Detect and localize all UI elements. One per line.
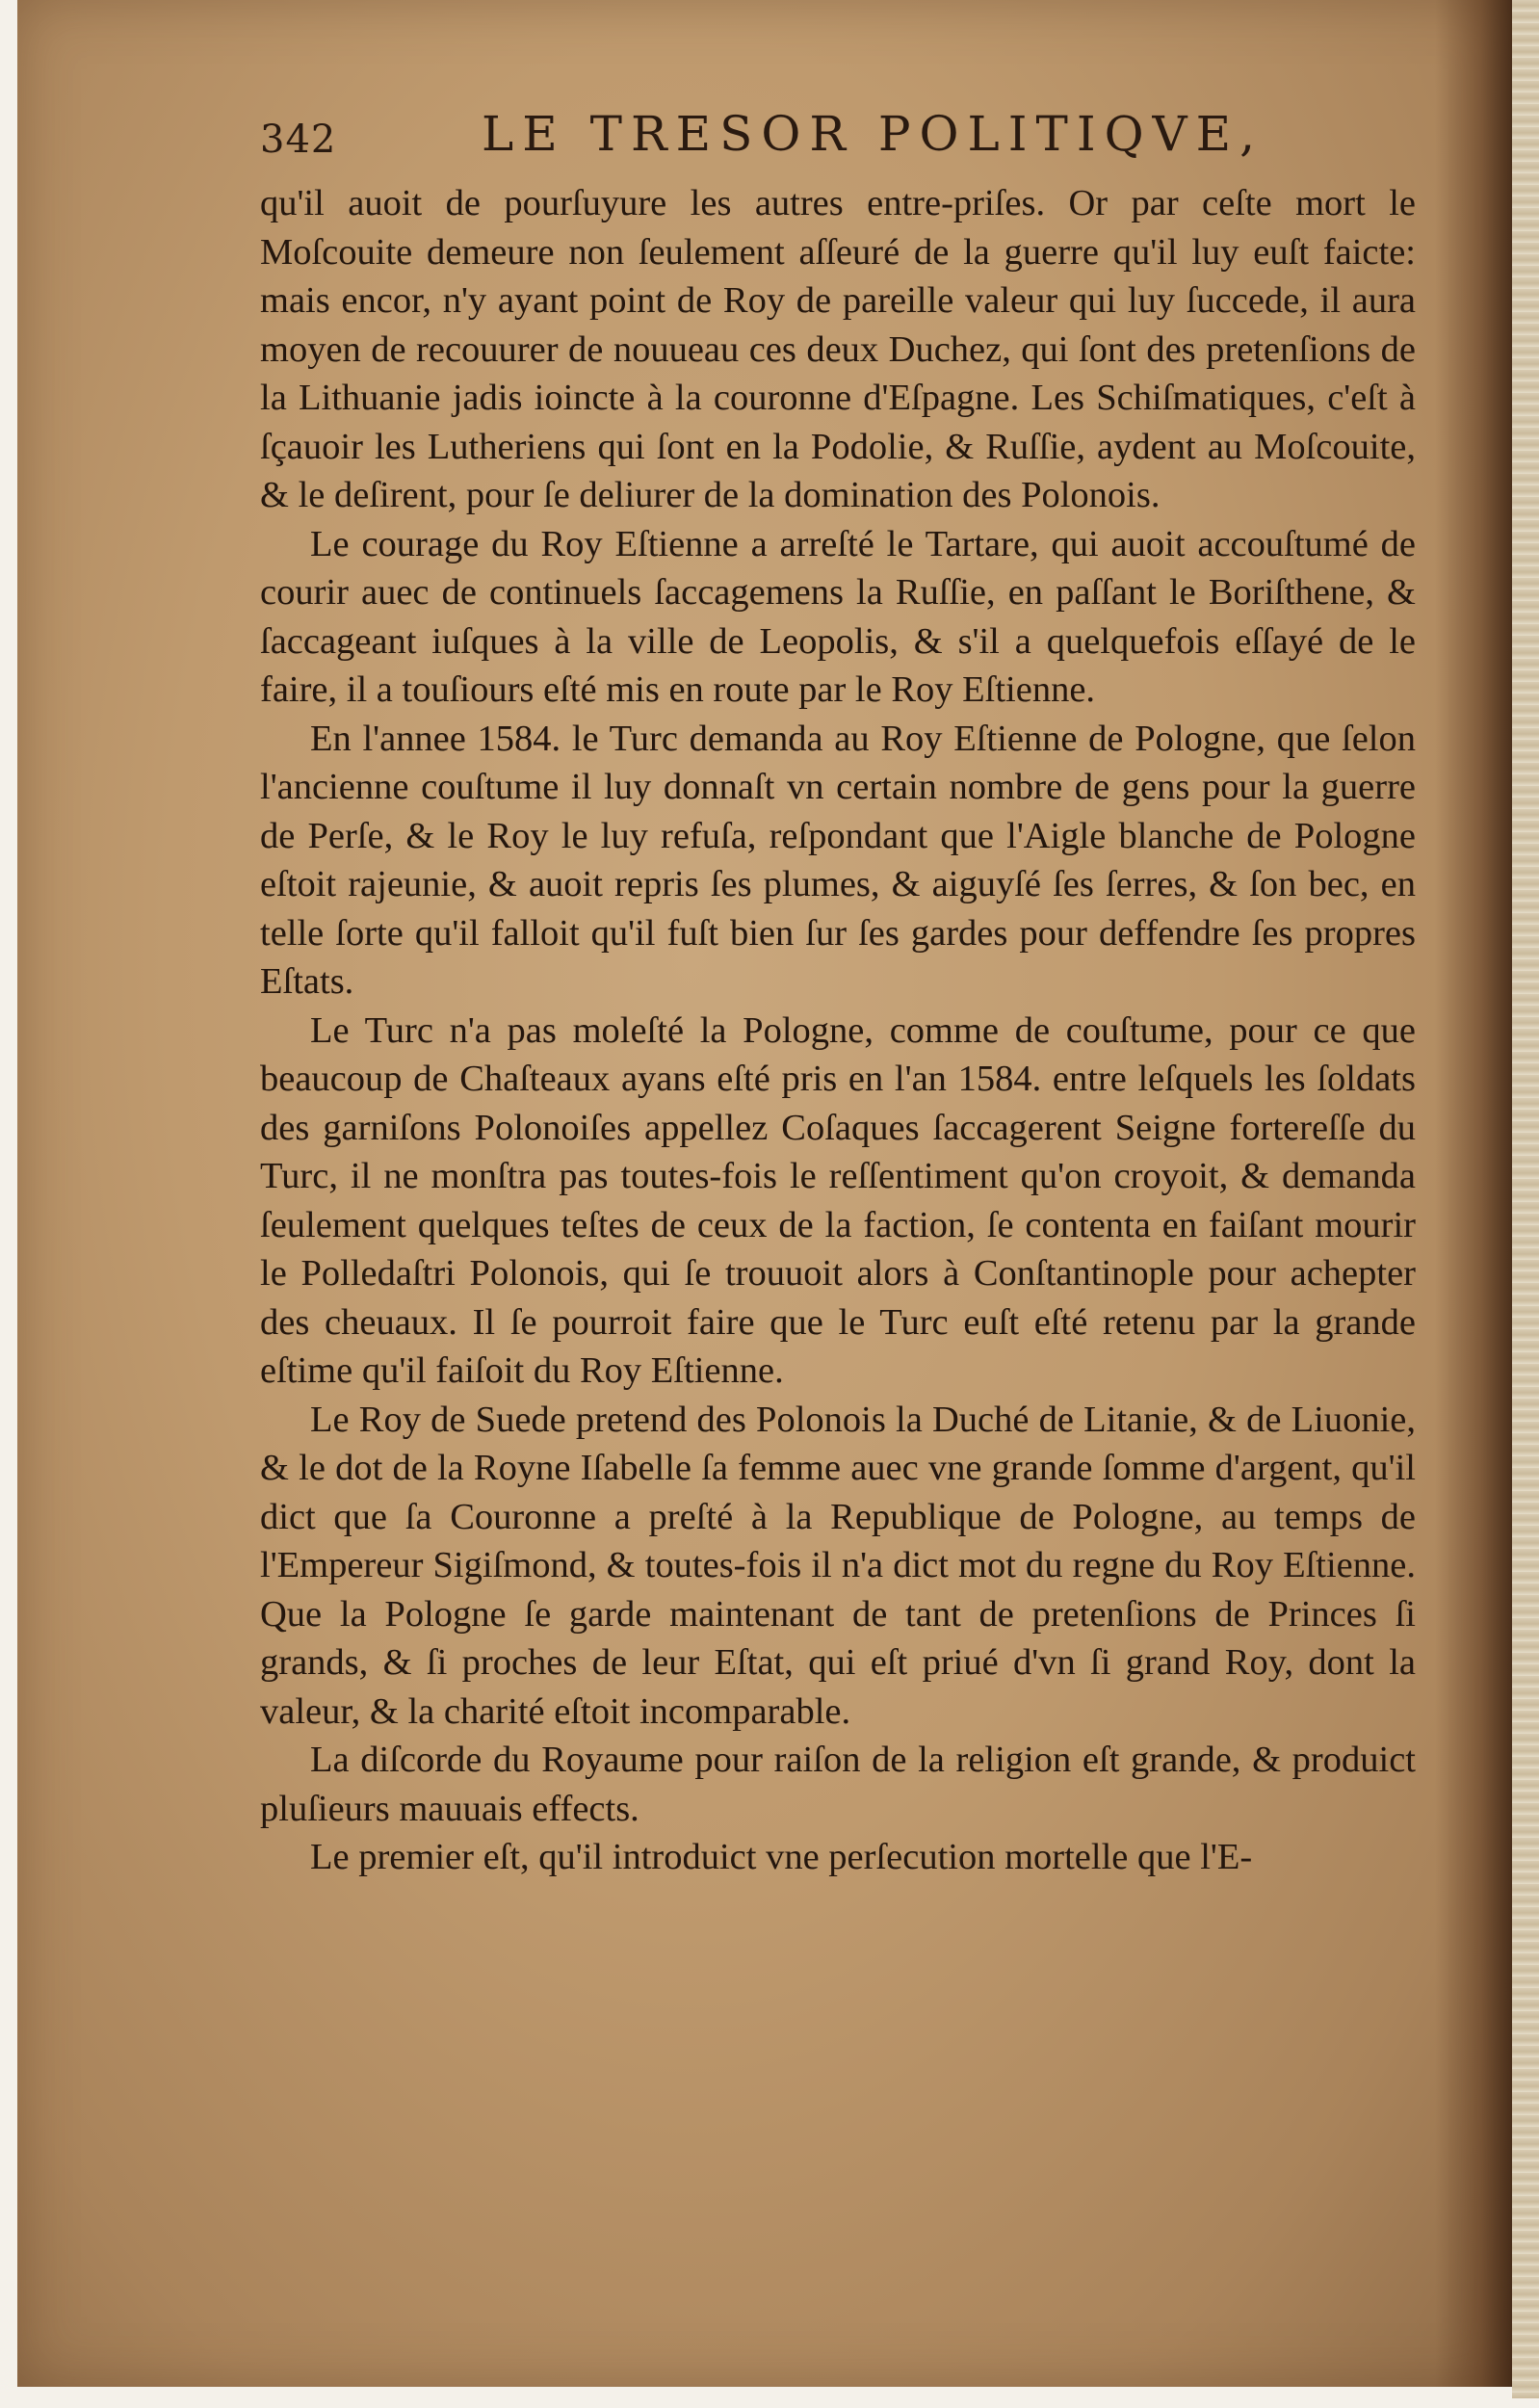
running-head xyxy=(260,106,1445,173)
page-number: 342 xyxy=(260,118,337,162)
paragraph: Le Roy de Suede pretend des Polonois la Duché de Litanie, & de Liuonie, & le dot de la Royne Iſabelle ſa femme auec vne grande ſomme d'argent, qu'il dict que ſa Couronne a preſté à la Republique de Pologne, au temps de l'Empereur Sigiſmond, & toutes-fois il n'a dict mot du regne du Roy Eſtienne. Que la Pologne ſe garde maintenant de tant de pretenſions de Princes ſi grands, & ſi proches de leur Eſtat, qui eſt priué d'vn ſi grand Roy, dont la valeur, & la charité eſtoit incomparable. xyxy=(260,1399,1416,1732)
paragraph: Le courage du Roy Eſtienne a arreſté le Tartare, qui auoit accouſtumé de courir auec de continuels ſaccagemens la Ruſſie, en paſſant le Boriſthene, & ſaccageant iuſques à la ville de Leopolis, & s'il a quelquefois eſſayé de le faire, il a touſiours eſté mis en route par le Roy Eſtienne. xyxy=(260,523,1416,710)
paragraph-continued: qu'il auoit de pourſuyure les autres entre-priſes. Or par ceſte mort le Moſcouite demeure non ſeulement aſſeuré de la guerre qu'il luy euſt faicte: mais encor, n'y ayant point de Roy de pareille valeur qui luy ſuccede, il aura moyen de recouurer de nouueau ces deux Duchez, qui ſont des pretenſions de la Lithuanie jadis ioincte à la couronne d'Eſpagne. Les Schiſmatiques, c'eſt à ſçauoir les Lutheriens qui ſont en la Podolie, & Ruſſie, aydent au Moſcouite, & le deſirent, pour ſe deliurer de la domination des Polonois. xyxy=(260,183,1416,515)
spine-shadow xyxy=(1435,0,1512,2387)
paragraph: Le premier eſt, qu'il introduict vne perſecution mortelle que l'E- xyxy=(310,1837,1253,1877)
paragraph: La diſcorde du Royaume pour raiſon de la religion eſt grande, & produict pluſieurs mauuais effects. xyxy=(260,1740,1416,1829)
running-title: LE TRESOR POLITIQVE, xyxy=(482,106,1265,162)
body-text xyxy=(260,179,1416,1882)
paragraph: Le Turc n'a pas moleſté la Pologne, comme de couſtume, pour ce que beaucoup de Chaſteaux ayans eſté pris en l'an 1584. entre leſquels les ſoldats des garniſons Polonoiſes appellez Coſaques ſaccagerent Seigne fortereſſe du Turc, il ne monſtra pas toutes-fois le reſſentiment qu'on croyoit, & demanda ſeulement quelques teſtes de ceux de la faction, ſe contenta en faiſant mourir le Polledaſtri Polonois, qui ſe trouuoit alors à Conſtantinople pour achepter des cheuaux. Il ſe pourroit faire que le Turc euſt eſté retenu par la grande eſtime qu'il faiſoit du Roy Eſtienne. xyxy=(260,1009,1416,1391)
paragraph: En l'annee 1584. le Turc demanda au Roy Eſtienne de Pologne, que ſelon l'ancienne couſtume il luy donnaſt vn certain nombre de gens pour la guerre de Perſe, & le Roy le luy refuſa, reſpondant que l'Aigle blanche de Pologne eſtoit rajeunie, & auoit repris ſes plumes, & aiguyſé ſes ſerres, & ſon bec, en telle ſorte qu'il falloit qu'il fuſt bien ſur ſes gardes pour deffendre ſes propres Eſtats. xyxy=(260,718,1416,1002)
page-edges xyxy=(1512,0,1539,2398)
